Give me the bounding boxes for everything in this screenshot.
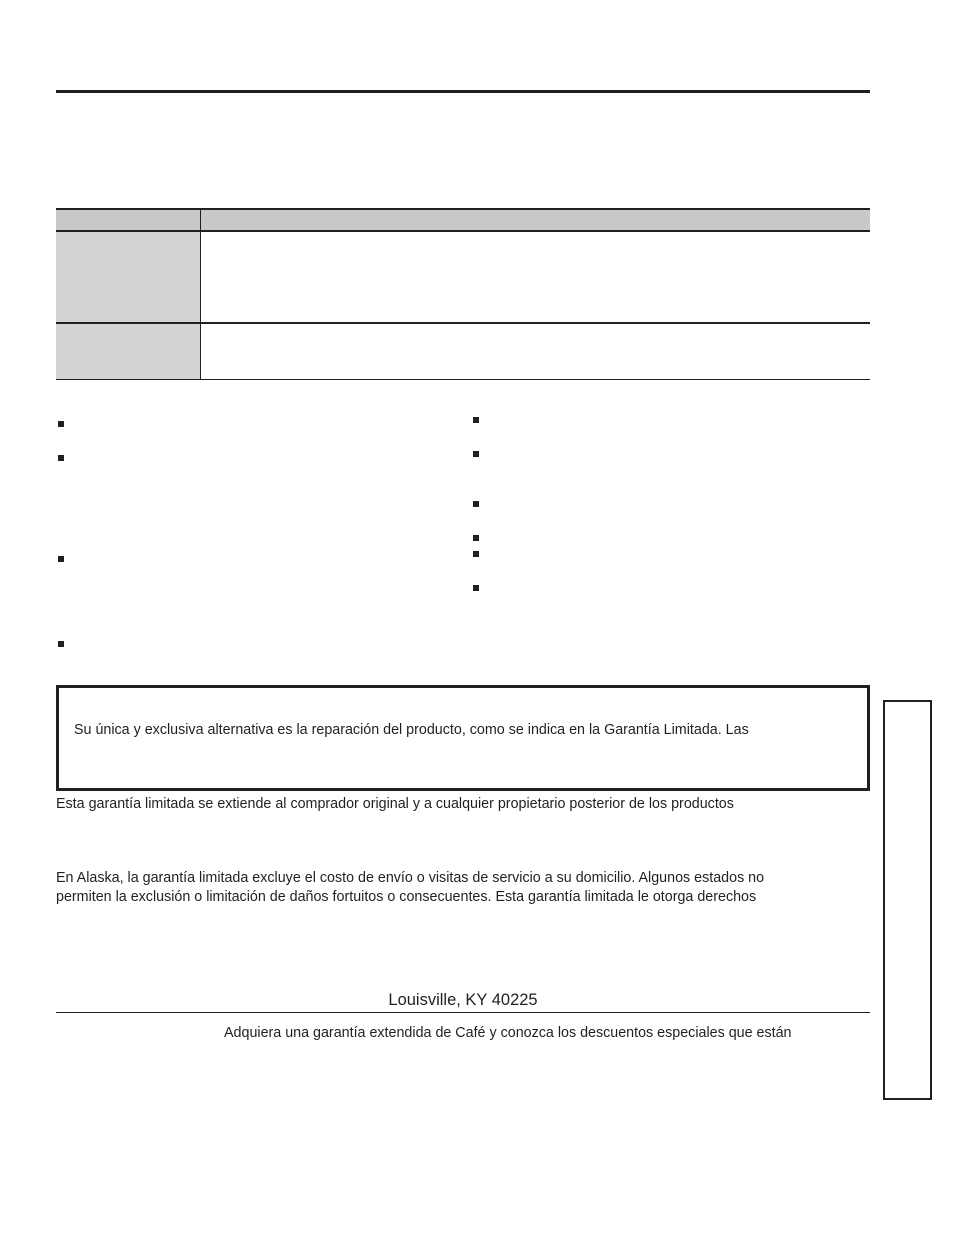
alaska-paragraph-line2: permiten la exclusión o limitación de daños fortuitos o consecuentes. Esta garantía limitada le otorga derechos <box>56 889 757 905</box>
header-divider <box>200 210 201 232</box>
list-bullet <box>58 455 64 461</box>
list-bullet <box>473 535 479 541</box>
bottom-rule <box>56 1012 870 1013</box>
list-bullet <box>58 556 64 562</box>
warranty-table-header <box>56 208 870 232</box>
warranty-table <box>56 208 870 380</box>
exclusion-notice-box <box>56 685 870 791</box>
table-row-separator <box>56 322 870 324</box>
warranty-period-column <box>56 232 201 380</box>
top-rule <box>56 90 870 93</box>
warranty-extends-paragraph: Esta garantía limitada se extiende al comprador original y a cualquier propietario posterior de los productos <box>56 796 734 812</box>
alaska-paragraph-line1: En Alaska, la garantía limitada excluye el costo de envío o visitas de servicio a su domicilio. Algunos estados no <box>56 870 765 886</box>
warrantor-address: Louisville, KY 40225 <box>388 991 538 1009</box>
table-bottom-rule <box>56 379 870 380</box>
list-bullet <box>473 585 479 591</box>
list-bullet <box>473 451 479 457</box>
list-bullet <box>473 551 479 557</box>
side-tab <box>883 700 932 1100</box>
list-bullet <box>58 421 64 427</box>
list-bullet <box>58 641 64 647</box>
list-bullet <box>473 417 479 423</box>
exclusion-notice-text: Su única y exclusiva alternativa es la reparación del producto, como se indica en la Garantía Limitada. Las <box>74 722 749 738</box>
list-bullet <box>473 501 479 507</box>
extended-warranty-text: Adquiera una garantía extendida de Café y conozca los descuentos especiales que están <box>224 1025 792 1041</box>
